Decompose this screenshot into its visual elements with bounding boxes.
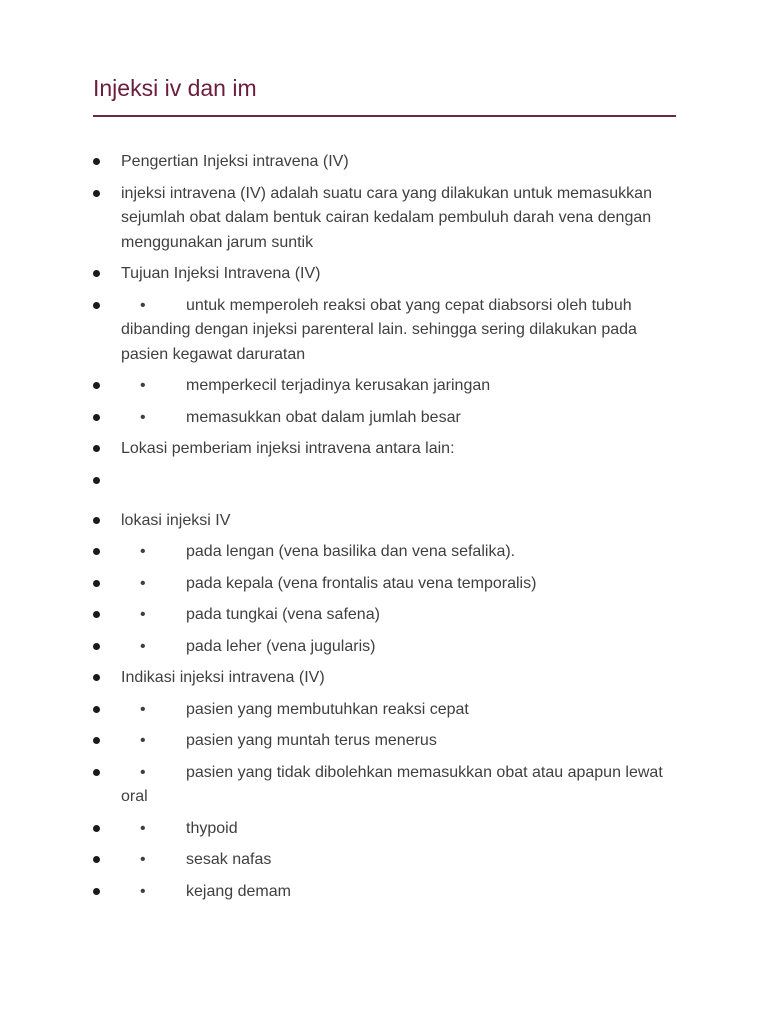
bullet-icon [93, 477, 100, 484]
sub-bullet-icon [121, 817, 186, 842]
list-item-text: pada kepala (vena frontalis atau vena temporalis) [186, 574, 537, 592]
list-item-text: sesak nafas [186, 851, 272, 868]
list-item-text: pada lengan (vena basilika dan vena sefalika). [186, 543, 516, 560]
sub-bullet-icon [121, 406, 186, 431]
document-title: Injeksi iv dan im [93, 75, 257, 101]
list-item [93, 666, 676, 691]
sub-bullet-icon [121, 761, 186, 786]
list-item-text: thypoid [186, 819, 238, 837]
sub-bullet-icon [121, 635, 186, 660]
list-item [93, 635, 676, 660]
sub-bullet-icon [121, 698, 186, 723]
list-item-text: lokasi injeksi IV [121, 511, 231, 529]
list-item [93, 880, 676, 905]
bullet-icon [93, 517, 100, 524]
title-divider [93, 115, 676, 117]
list-item [93, 469, 676, 502]
bullet-icon [93, 382, 100, 389]
bullet-icon [93, 548, 100, 555]
list-item [93, 603, 676, 628]
list-item-text: pasien yang tidak dibolehkan memasukkan obat atau apapun lewat oral [121, 763, 663, 805]
list-item [93, 182, 676, 256]
bullet-icon [93, 825, 100, 832]
list-item-text: pada leher (vena jugularis) [186, 637, 376, 655]
list-item-text: pada tungkai (vena safena) [186, 606, 380, 623]
sub-bullet-icon [121, 880, 186, 905]
bullet-icon [93, 190, 100, 197]
list-item [93, 848, 676, 873]
sub-bullet-icon [121, 294, 186, 319]
bullet-icon [93, 769, 100, 776]
bullet-icon [93, 706, 100, 713]
list-item [93, 729, 676, 754]
bullet-icon [93, 674, 100, 681]
list-item [93, 572, 676, 597]
bullet-icon [93, 445, 100, 452]
list-item [93, 437, 676, 462]
bullet-icon [93, 580, 100, 587]
list-item-text: memperkecil terjadinya kerusakan jaringan [186, 377, 491, 394]
list-item [93, 294, 676, 368]
list-item [93, 262, 676, 287]
list-item-text: pasien yang membutuhkan reaksi cepat [186, 700, 469, 718]
bullet-icon [93, 737, 100, 744]
list-item-text: Pengertian Injeksi intravena (IV) [121, 153, 349, 170]
bullet-icon [93, 611, 100, 618]
sub-bullet-icon [121, 572, 186, 597]
sub-bullet-icon [121, 603, 186, 628]
bullet-icon [93, 158, 100, 165]
list-item-text: Tujuan Injeksi Intravena (IV) [121, 265, 321, 282]
bullet-icon [93, 270, 100, 277]
list-item [93, 406, 676, 431]
list-item-text: injeksi intravena (IV) adalah suatu cara yang dilakukan untuk memasukkan sejumlah obat dalam bentuk cairan kedalam pembuluh darah vena dengan menggunakan jarum suntik [121, 184, 652, 251]
list-item [93, 509, 676, 534]
list-item-text: kejang demam [186, 882, 291, 900]
list-item-text: pasien yang muntah terus menerus [186, 732, 437, 749]
sub-bullet-icon [121, 540, 186, 565]
bullet-icon [93, 856, 100, 863]
bullet-icon [93, 888, 100, 895]
list-item [93, 374, 676, 399]
list-item-text: Lokasi pemberiam injeksi intravena antara lain: [121, 440, 455, 457]
list-item [93, 761, 676, 810]
list-item [93, 817, 676, 842]
sub-bullet-icon [121, 848, 186, 873]
bullet-list [93, 150, 676, 911]
bullet-icon [93, 643, 100, 650]
list-item-text: untuk memperoleh reaksi obat yang cepat diabsorsi oleh tubuh dibanding dengan injeksi parenteral lain. sehingga sering dilakukan pada pasien kegawat daruratan [121, 296, 637, 363]
list-item [93, 698, 676, 723]
sub-bullet-icon [121, 374, 186, 399]
list-item [93, 540, 676, 565]
list-item [93, 150, 676, 175]
list-item-text: Indikasi injeksi intravena (IV) [121, 669, 325, 686]
list-item-text: memasukkan obat dalam jumlah besar [186, 408, 461, 426]
bullet-icon [93, 414, 100, 421]
bullet-icon [93, 302, 100, 309]
sub-bullet-icon [121, 729, 186, 754]
